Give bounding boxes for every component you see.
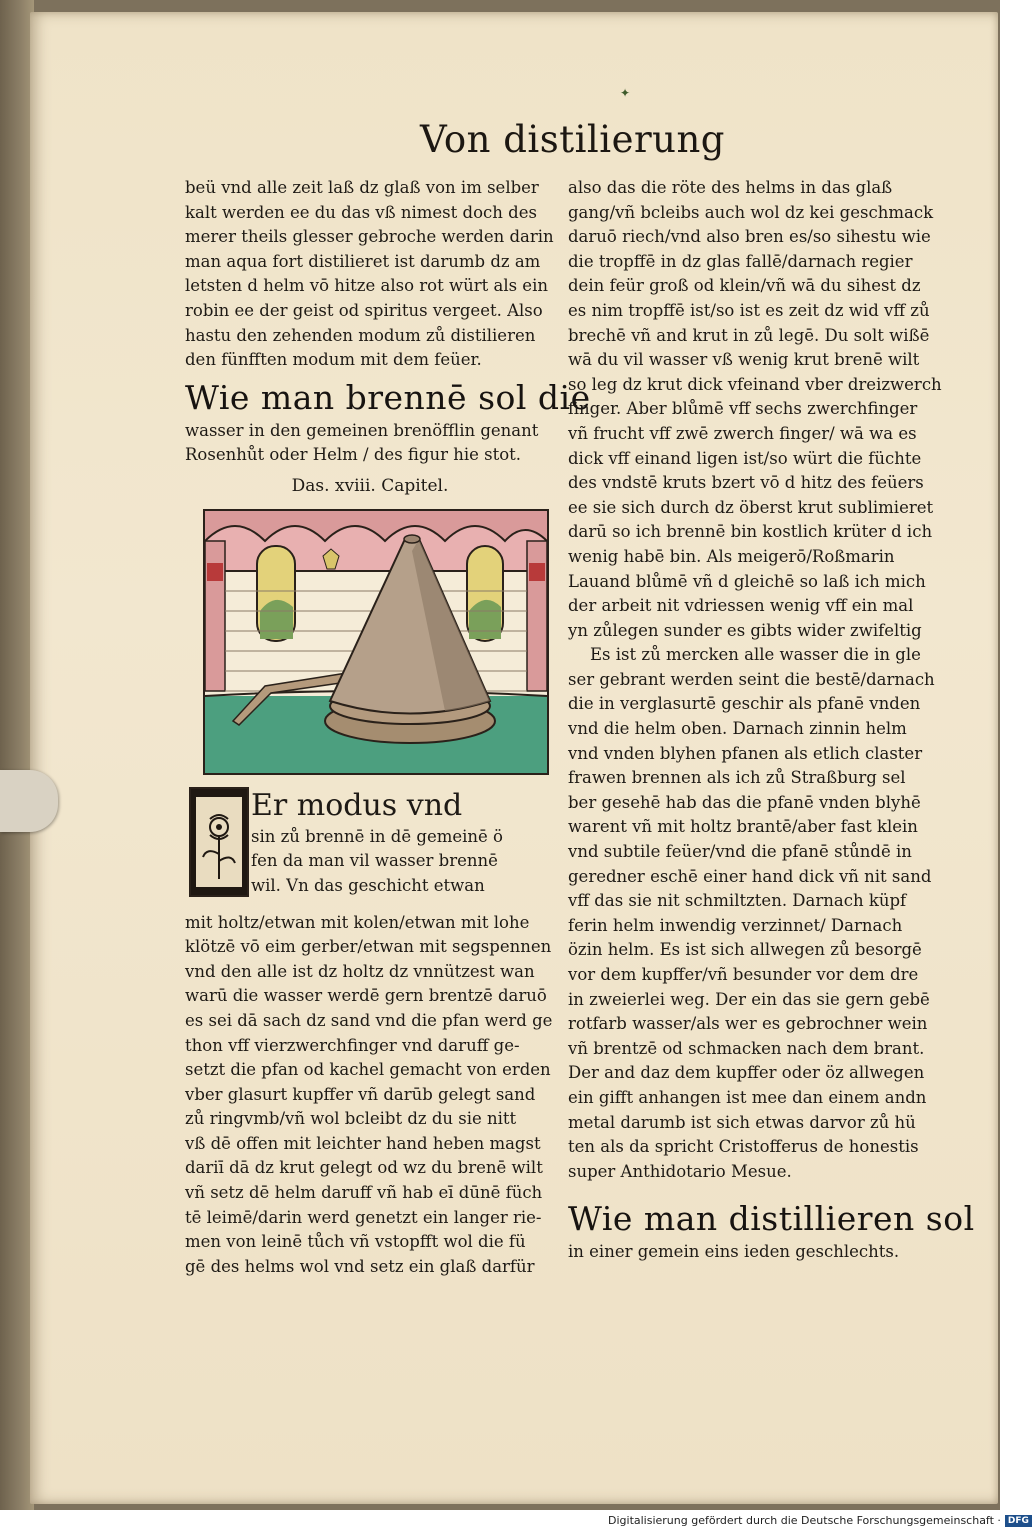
heading-line: wasser in den gemeinen brenöfflin genant <box>185 420 539 440</box>
right-column <box>568 176 975 1265</box>
text-line: vß dē offen mit leichter hand heben magst <box>185 1133 541 1153</box>
text-line: Der and daz dem kupffer oder öz allwegen <box>568 1063 925 1083</box>
text-line: finger. Aber blůmē vff sechs zwerchfinger <box>568 399 918 419</box>
left-lines-top <box>185 176 555 373</box>
heading-line: in einer gemein eins ieden geschlechts. <box>568 1242 900 1262</box>
text-line: tē leimē/darin werd genetzt ein langer rie- <box>185 1207 542 1227</box>
text-line: brechē vñ and krut in zů legē. Du solt wißē <box>568 325 930 345</box>
text-line: setzt die pfan od kachel gemacht von erden <box>185 1060 551 1080</box>
initial-paragraph <box>185 787 555 911</box>
text-line: vnd den alle ist dz holtz dz vnnützest wan <box>185 961 535 981</box>
decorated-initial <box>189 787 249 897</box>
dfg-logo: DFG <box>1005 1515 1032 1527</box>
text-line: dariī dā dz krut gelegt od wz du brenē wilt <box>185 1158 543 1178</box>
text-line: darū so ich brennē bin kostlich krüter d ich <box>568 522 933 542</box>
text-line: vff das sie nit schmiltzten. Darnach küpf <box>568 891 907 911</box>
text-line: klötzē vō eim gerber/etwan mit segspennen <box>185 937 552 957</box>
text-line: sin zů brennē in dē gemeinē ö <box>251 826 503 846</box>
text-line: kalt werden ee du das vß nimest doch des <box>185 202 537 222</box>
text-line: vñ brentzē od schmacken nach dem brant. <box>568 1038 925 1058</box>
text-line: gē des helms wol vnd setz ein glaß darfür <box>185 1256 535 1276</box>
text-line: frawen brennen als ich zů Straßburg sel <box>568 768 906 788</box>
text-line: die tropffē in dz glas fallē/darnach regier <box>568 251 913 271</box>
text-line: men von leinē tůch vñ vstopfft wol die fü <box>185 1232 526 1252</box>
text-line: vnd subtile feüer/vnd die pfanē stůndē in <box>568 842 912 862</box>
text-line: hastu den zehenden modum zů distilieren <box>185 325 536 345</box>
text-line: ee sie sich durch dz öberst krut sublimieret <box>568 497 934 517</box>
initial-text-block <box>251 787 555 899</box>
initial-big-line: Er modus vnd <box>251 787 463 823</box>
text-line: metal darumb ist sich etwas darvor zů hü <box>568 1112 916 1132</box>
text-line: wil. Vn das geschicht etwan <box>251 875 485 895</box>
text-line: thon vff vierzwerchfinger vnd daruff ge- <box>185 1035 520 1055</box>
text-line: Es ist zů mercken alle wasser die in gle <box>590 645 921 665</box>
text-line: fen da man vil wasser brennē <box>251 851 498 871</box>
text-line: dick vff einand ligen ist/so würt die füchte <box>568 448 922 468</box>
section-heading: Wie man brennē sol die <box>185 377 591 417</box>
ornament-mark: ✦ <box>620 86 631 100</box>
text-line: es nim tropffē ist/so ist es zeit dz wid vff zů <box>568 300 930 320</box>
text-line: gang/vñ bcleibs auch wol dz kei geschmack <box>568 202 934 222</box>
credit-text: Digitalisierung gefördert durch die Deutsche Forschungsgemeinschaft · <box>608 1514 1001 1527</box>
text-line: der arbeit nit vdriessen wenig vff ein mal <box>568 596 914 616</box>
text-line: vñ frucht vff zwē zwerch finger/ wā wa es <box>568 423 917 443</box>
text-line: so leg dz krut dick vfeinand vber dreizwerch <box>568 374 942 394</box>
text-line: merer theils glesser gebroche werden darin <box>185 227 554 247</box>
text-line: dein feür groß od klein/vñ wā du sihest dz <box>568 276 921 296</box>
text-line: man aqua fort distilieret ist darumb dz am <box>185 251 541 271</box>
text-line: zů ringvmb/vñ wol bcleibt dz du sie nitt <box>185 1109 517 1129</box>
text-line: ferin helm inwendig verzinnet/ Darnach <box>568 915 903 935</box>
heading-line: Rosenhůt oder Helm / des figur hie stot. <box>185 445 522 465</box>
text-line: den fünfften modum mit dem feüer. <box>185 350 482 370</box>
book-spine-edge <box>0 0 34 1510</box>
text-line: rotfarb wasser/als wer es gebrochner wein <box>568 1014 928 1034</box>
text-line: also das die röte des helms in das glaß <box>568 178 893 197</box>
text-line: super Anthidotario Mesue. <box>568 1161 792 1181</box>
text-line: wā du vil wasser vß wenig krut brenē wilt <box>568 350 920 370</box>
section-heading: Wie man distillieren sol <box>568 1199 975 1239</box>
text-line: Lauand blůmē vñ d gleichē so laß ich mich <box>568 571 926 591</box>
text-line: vnd die helm oben. Darnach zinnin helm <box>568 719 907 739</box>
text-line: robin ee der geist od spiritus vergeet. Also <box>185 300 543 320</box>
left-lines-bottom <box>185 911 555 1280</box>
text-line: vnd vnden blyhen pfanen als etlich claster <box>568 743 923 763</box>
text-line: vber glasurt kupffer vñ darūb gelegt sand <box>185 1084 536 1104</box>
text-line: ber gesehē hab das die pfanē vnden blyhē <box>568 792 921 812</box>
text-line: die in verglasurtē geschir als pfanē vnden <box>568 694 921 714</box>
text-line: yn zůlegen sunder es gibts wider zwifeltig <box>568 620 922 640</box>
text-line: beü vnd alle zeit laß dz glaß von im selber <box>185 178 539 197</box>
text-line: geredner eschē einer hand dick vñ nit sand <box>568 866 932 886</box>
alembic-still-image <box>205 511 547 773</box>
chapter-label: Das. xviii. Capitel. <box>291 475 449 496</box>
woodcut-illustration <box>203 509 549 775</box>
digitization-credit <box>608 1514 1029 1530</box>
text-line: özin helm. Es ist sich allwegen zů besorgē <box>568 940 922 960</box>
text-line: warū die wasser werdē gern brentzē daruō <box>185 986 547 1006</box>
text-line: mit holtz/etwan mit kolen/etwan mit lohe <box>185 912 530 932</box>
text-line: ser gebrant werden seint die bestē/darnach <box>568 669 935 689</box>
text-line: vor dem kupffer/vñ besunder vor dem dre <box>568 965 919 984</box>
text-line: wenig habē bin. Als meigerō/Roßmarin <box>568 546 895 566</box>
text-line: des vndstē kruts bzert vō d hitz des feüers <box>568 473 924 493</box>
text-line: es sei dā sach dz sand vnd die pfan werd ge <box>185 1010 553 1030</box>
page-clip <box>0 770 58 832</box>
text-line: letsten d helm vō hitze also rot würt als ein <box>185 276 548 296</box>
text-line: ein gifft anhangen ist mee dan einem andn <box>568 1087 927 1107</box>
text-line: ten als da spricht Cristofferus de honestis <box>568 1137 919 1157</box>
flower-initial-icon <box>191 789 247 895</box>
running-head: Von distilierung <box>420 118 725 161</box>
text-line: warent vñ mit holtz brantē/aber fast klein <box>568 817 918 837</box>
text-line: in zweierlei weg. Der ein das sie gern gebē <box>568 989 930 1009</box>
text-line: daruō riech/vnd also bren es/so sihestu wie <box>568 227 931 247</box>
text-line: vñ setz dē helm daruff vñ hab eī dūnē füch <box>185 1183 543 1203</box>
left-column <box>185 176 591 1279</box>
